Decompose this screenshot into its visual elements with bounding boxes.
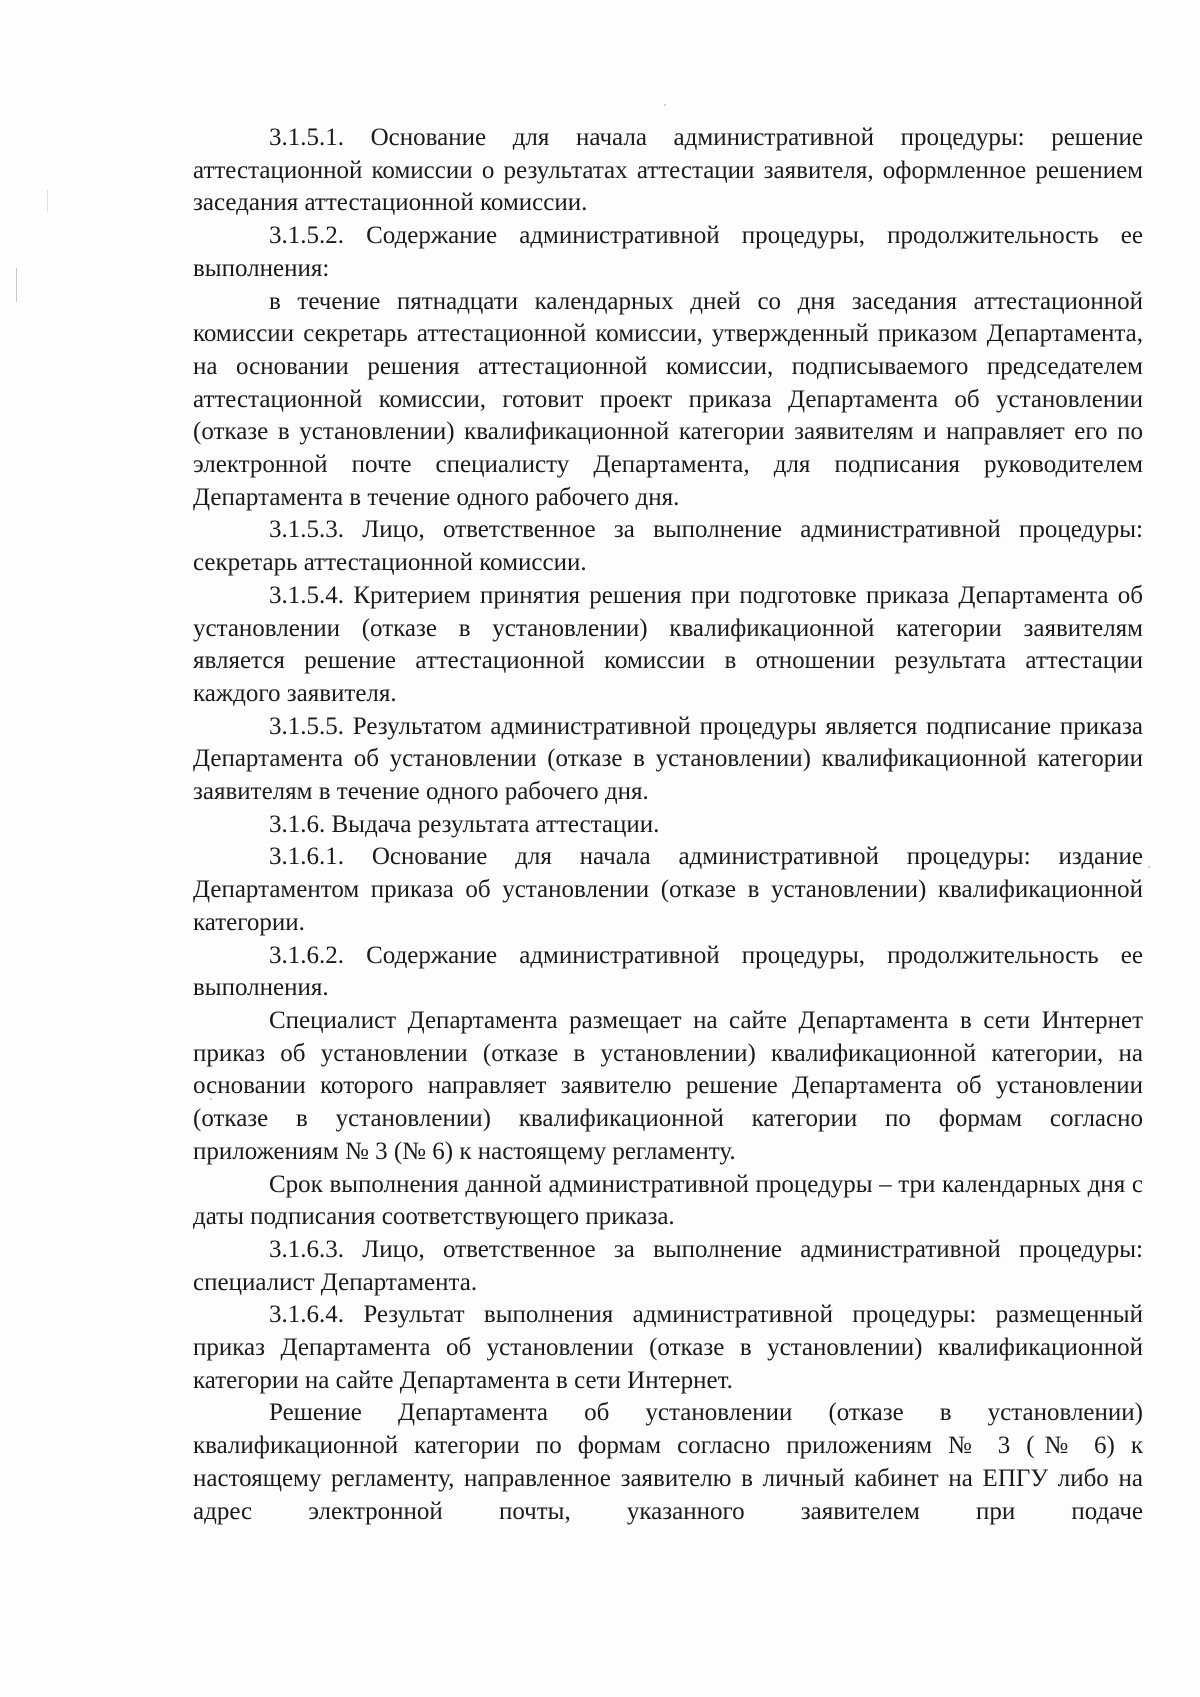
- paragraph-3-1-6: 3.1.6. Выдача результата аттестации.: [269, 810, 660, 838]
- paragraph-3-1-6-1: 3.1.6.1. Основание для начала административной процедуры: издание Департаментом приказа об установлении (отказе в установлении) квалификационной категории.: [193, 843, 1143, 936]
- scan-artifact: [47, 190, 48, 212]
- paragraph-3-1-5-2: 3.1.5.2. Содержание административной процедуры, продолжительность ее выполнения:: [193, 222, 1143, 282]
- paragraph-3-1-5-3: 3.1.5.3. Лицо, ответственное за выполнение административной процедуры: секретарь аттестационной комиссии.: [193, 516, 1143, 577]
- paragraph-3-1-5-5: 3.1.5.5. Результатом административной процедуры является подписание приказа Департамента об установлении (отказе в установлении) квалификационной категории заявителям в течение одного рабочего дня.: [193, 712, 1143, 806]
- paragraph-3-1-6-2: 3.1.6.2. Содержание административной процедуры, продолжительность ее выполнения.: [193, 941, 1143, 1002]
- paragraph-3-1-6-4-body: Решение Департамента об установлении (отказе в установлении) квалификационной категории по формам согласно приложениям № 3 (№ 6) к настоящему регламенту, направленное заявителю в личный кабинет на ЕПГУ либо на адрес электронной почты, указанного заявителем при подаче: [193, 1399, 1143, 1525]
- scan-artifact: [16, 268, 17, 302]
- scan-speck: [1148, 866, 1150, 868]
- paragraph-3-1-5-1: 3.1.5.1. Основание для начала административной процедуры: решение аттестационной комиссии о результатах аттестации заявителя, оформленное решением заседания аттестационной комиссии.: [193, 124, 1143, 217]
- paragraph-3-1-6-2-body: Специалист Департамента размещает на сайте Департамента в сети Интернет приказ об установлении (отказе в установлении) квалификационной категории, на основании которого направляет заявителю решение Департамента об установлении (отказе в установлении) квалификационной категории по формам согласно приложениям № 3 (№ 6) к настоящему регламенту.: [193, 1006, 1143, 1165]
- paragraph-3-1-5-4: 3.1.5.4. Критерием принятия решения при подготовке приказа Департамента об установлении (отказе в установлении) квалификационной категории заявителям является решение аттестационной комиссии в отношении результата аттестации каждого заявителя.: [193, 581, 1143, 707]
- paragraph-3-1-5-2-body: в течение пятнадцати календарных дней со дня заседания аттестационной комиссии секретарь аттестационной комиссии, утвержденный приказом Департамента, на основании решения аттестационной комиссии, подписываемого председателем аттестационной комиссии, готовит проект приказа Департамента об установлении (отказе в установлении) квалификационной категории заявителям и направляет его по электронной почте специалисту Департамента, для подписания руководителем Департамента в течение одного рабочего дня.: [193, 287, 1143, 511]
- paragraph-3-1-6-2-term: Срок выполнения данной административной процедуры – три календарных дня с даты подписания соответствующего приказа.: [193, 1170, 1143, 1231]
- paragraph-3-1-6-3: 3.1.6.3. Лицо, ответственное за выполнение административной процедуры: специалист Департамента.: [193, 1235, 1143, 1296]
- document-body: [193, 122, 1143, 1528]
- scan-speck: [664, 104, 666, 106]
- paragraph-3-1-6-4: 3.1.6.4. Результат выполнения административной процедуры: размещенный приказ Департамента об установлении (отказе в установлении) квалификационной категории на сайте Департамента в сети Интернет.: [193, 1301, 1143, 1394]
